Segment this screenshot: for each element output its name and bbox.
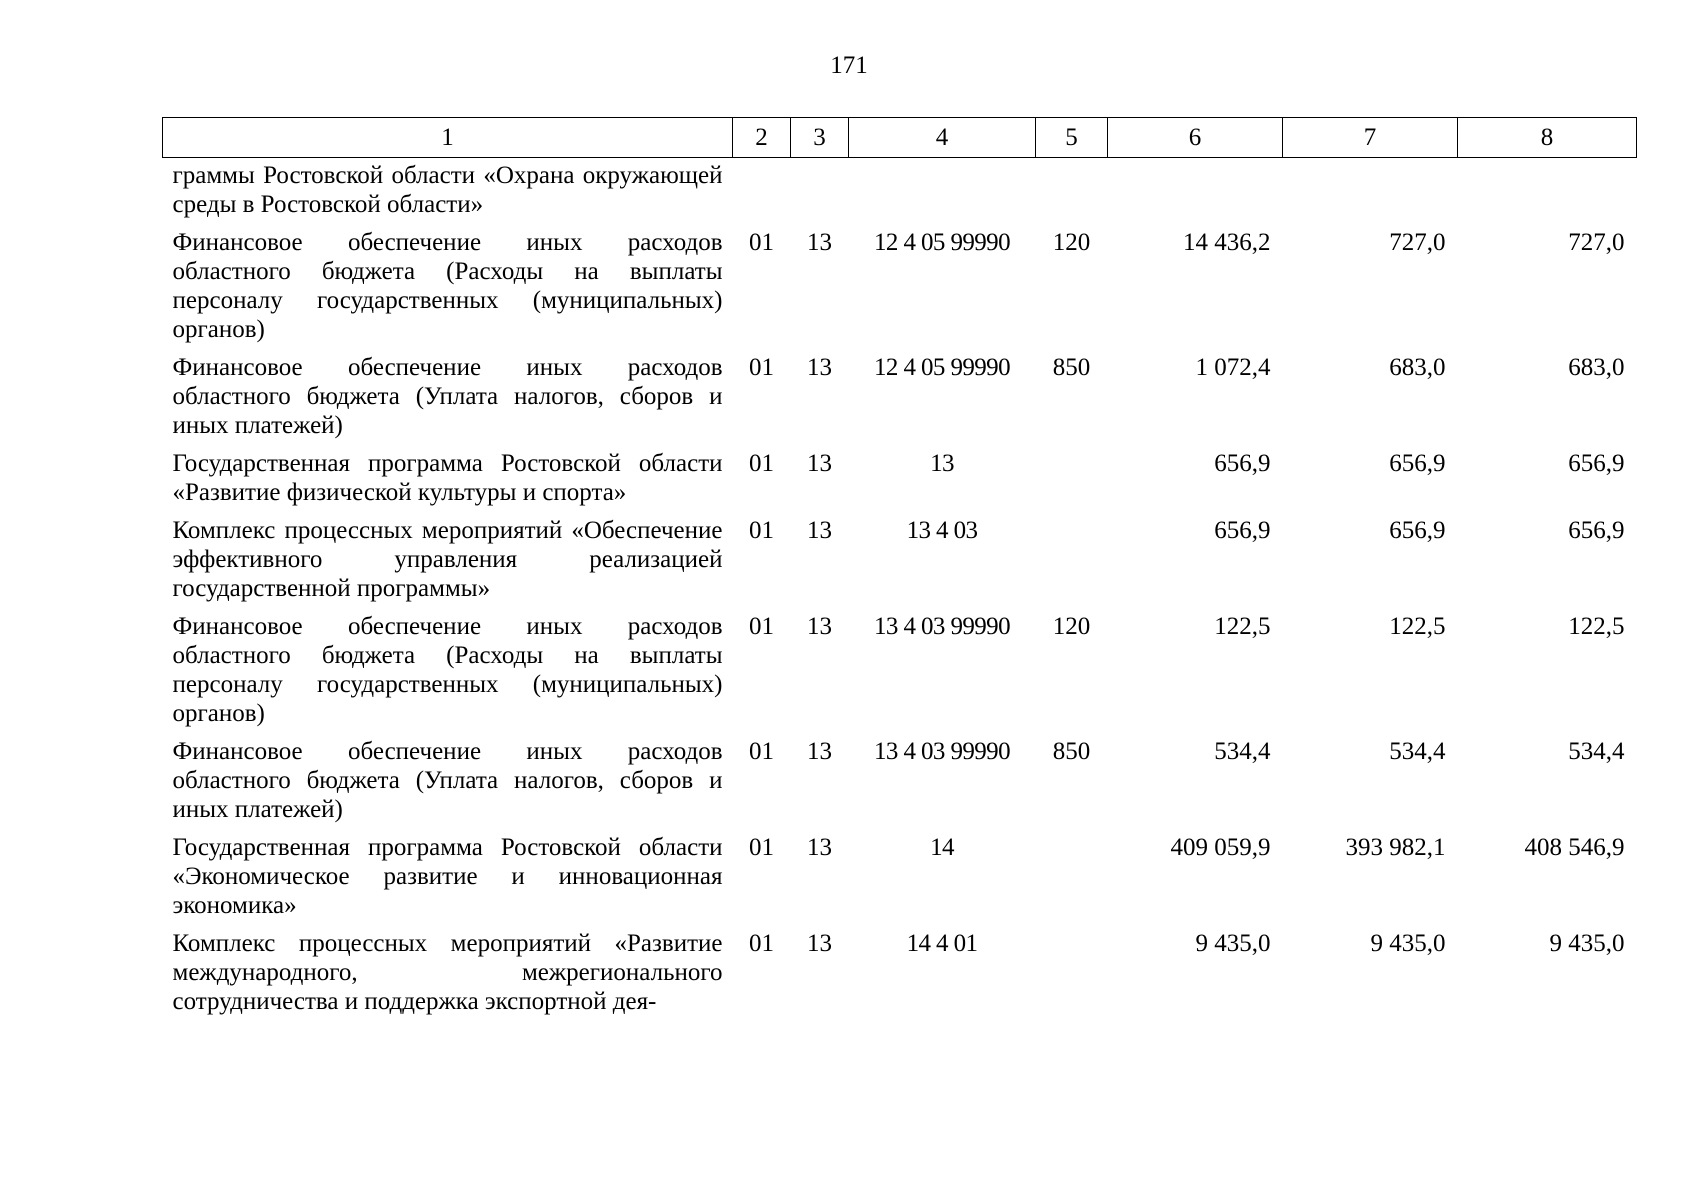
section-code: 01: [749, 930, 774, 957]
description-cell: граммы Ростовской области «Охрана окружающей среды в Ростовской области»: [172, 162, 723, 218]
table-row: [163, 225, 1637, 350]
amount-col8: 534,4: [1568, 738, 1625, 765]
amount-col8: 122,5: [1568, 613, 1625, 640]
expense-type-code: [1036, 158, 1108, 226]
amount-col7: 393 982,1: [1345, 834, 1446, 861]
amount-col8: 656,9: [1568, 517, 1625, 544]
section-code: 01: [749, 613, 774, 640]
subsection-code: 13: [807, 834, 832, 861]
amount-col7: 727,0: [1389, 229, 1446, 256]
amount-col6: [1108, 158, 1283, 226]
amount-col6: 409 059,9: [1170, 834, 1271, 861]
amount-col8: 9 435,0: [1549, 930, 1625, 957]
amount-col8: 727,0: [1568, 229, 1625, 256]
amount-col7: 534,4: [1389, 738, 1446, 765]
header-cell: 8: [1458, 118, 1637, 158]
amount-col8: 683,0: [1568, 354, 1625, 381]
section-code: 01: [749, 517, 774, 544]
header-cell: 6: [1108, 118, 1283, 158]
header-cell: 3: [791, 118, 849, 158]
target-article-code: 14: [930, 834, 954, 861]
target-article-code: 13: [930, 450, 954, 477]
amount-col7: 656,9: [1389, 517, 1446, 544]
amount-col6: 1 072,4: [1195, 354, 1271, 381]
amount-col8: 656,9: [1568, 450, 1625, 477]
subsection-code: 13: [807, 517, 832, 544]
table-row: [163, 926, 1637, 1022]
column-number-header-row: [163, 118, 1637, 158]
expense-type-code: [1036, 446, 1108, 513]
target-article-code: 12 4 05 99990: [874, 229, 1010, 256]
table-row: [163, 350, 1637, 446]
table-row: [163, 734, 1637, 830]
amount-col7: 656,9: [1389, 450, 1446, 477]
description-cell: Финансовое обеспечение иных расходов областного бюджета (Расходы на выплаты персоналу государственных (муниципальных) органов): [172, 229, 723, 343]
expense-type-code: [1036, 830, 1108, 926]
description-cell: Комплекс процессных мероприятий «Обеспечение эффективного управления реализацией государственной программы»: [172, 517, 723, 602]
expense-type-code: 850: [1052, 738, 1091, 765]
header-cell: 7: [1283, 118, 1458, 158]
target-article-code: 12 4 05 99990: [874, 354, 1010, 381]
section-code: 01: [749, 834, 774, 861]
section-code: 01: [749, 450, 774, 477]
target-article-code: 13 4 03 99990: [874, 613, 1010, 640]
description-cell: Финансовое обеспечение иных расходов областного бюджета (Уплата налогов, сборов и иных платежей): [172, 354, 723, 439]
subsection-code: 13: [807, 613, 832, 640]
expense-type-code: 120: [1052, 229, 1091, 256]
amount-col8: 408 546,9: [1524, 834, 1625, 861]
amount-col6: 656,9: [1214, 517, 1271, 544]
table-row: [163, 830, 1637, 926]
subsection-code: 13: [807, 450, 832, 477]
expense-type-code: [1036, 926, 1108, 1022]
expense-type-code: 120: [1052, 613, 1091, 640]
target-article-code: 13 4 03: [906, 517, 978, 544]
header-cell: 5: [1036, 118, 1108, 158]
description-cell: Комплекс процессных мероприятий «Развитие международного, межрегионального сотрудничества и поддержка экспортной дея-: [172, 930, 723, 1015]
page-number: 171: [830, 52, 868, 79]
description-cell: Государственная программа Ростовской области «Экономическое развитие и инновационная экономика»: [172, 834, 723, 919]
section-code: 01: [749, 229, 774, 256]
subsection-code: 13: [807, 738, 832, 765]
target-article-code: [849, 158, 1036, 226]
amount-col6: 122,5: [1214, 613, 1271, 640]
section-code: 01: [749, 738, 774, 765]
amount-col8: [1458, 158, 1637, 226]
subsection-code: 13: [807, 354, 832, 381]
amount-col7: [1283, 158, 1458, 226]
description-cell: Финансовое обеспечение иных расходов областного бюджета (Расходы на выплаты персоналу государственных (муниципальных) органов): [172, 613, 723, 727]
amount-col6: 656,9: [1214, 450, 1271, 477]
amount-col6: 9 435,0: [1195, 930, 1271, 957]
amount-col7: 122,5: [1389, 613, 1446, 640]
subsection-code: 13: [807, 930, 832, 957]
amount-col7: 683,0: [1389, 354, 1446, 381]
table-row: [163, 158, 1637, 226]
amount-col7: 9 435,0: [1370, 930, 1446, 957]
subsection-code: [791, 158, 849, 226]
expense-type-code: 850: [1052, 354, 1091, 381]
table-row: [163, 609, 1637, 734]
amount-col6: 534,4: [1214, 738, 1271, 765]
header-cell: 2: [733, 118, 791, 158]
budget-table: [162, 117, 1637, 1022]
section-code: [733, 158, 791, 226]
target-article-code: 14 4 01: [906, 930, 978, 957]
expense-type-code: [1036, 513, 1108, 609]
subsection-code: 13: [807, 229, 832, 256]
target-article-code: 13 4 03 99990: [874, 738, 1010, 765]
section-code: 01: [749, 354, 774, 381]
header-cell: 1: [163, 118, 733, 158]
header-cell: 4: [849, 118, 1036, 158]
table-row: [163, 513, 1637, 609]
description-cell: Государственная программа Ростовской области «Развитие физической культуры и спорта»: [172, 450, 723, 506]
amount-col6: 14 436,2: [1183, 229, 1271, 256]
description-cell: Финансовое обеспечение иных расходов областного бюджета (Уплата налогов, сборов и иных платежей): [172, 738, 723, 823]
table-row: [163, 446, 1637, 513]
